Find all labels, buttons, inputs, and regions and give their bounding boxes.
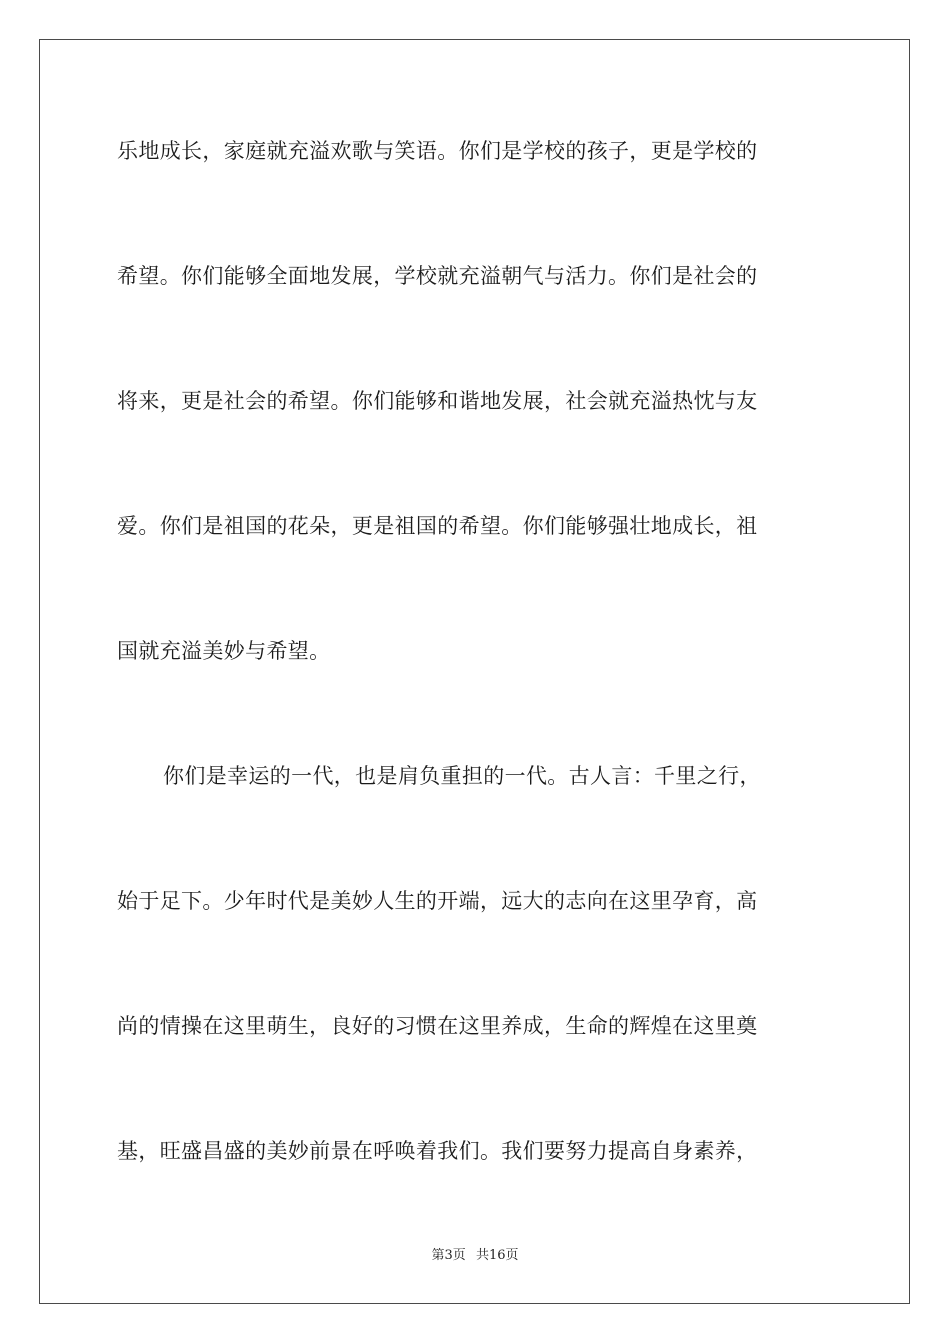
body-text-line: 希望。你们能够全面地发展，学校就充溢朝气与活力。你们是社会的	[117, 264, 758, 288]
body-text-line: 将来，更是社会的希望。你们能够和谐地发展，社会就充溢热忱与友	[117, 389, 758, 413]
page-footer	[0, 1247, 950, 1265]
page-border	[39, 39, 910, 1304]
body-text-line: 基，旺盛昌盛的美妙前景在呼唤着我们。我们要努力提高自身素养，	[117, 1139, 758, 1163]
body-text-line: 乐地成长，家庭就充溢欢歌与笑语。你们是学校的孩子，更是学校的	[117, 139, 758, 163]
paragraph-start-line: 你们是幸运的一代，也是肩负重担的一代。古人言：千里之行，	[163, 764, 761, 788]
body-text-line: 始于足下。少年时代是美妙人生的开端，远大的志向在这里孕育，高	[117, 889, 758, 913]
body-text-line: 国就充溢美妙与希望。	[117, 639, 331, 663]
body-text-line: 尚的情操在这里萌生，良好的习惯在这里养成，生命的辉煌在这里奠	[117, 1014, 758, 1038]
total-page-count: 共16页	[475, 1248, 519, 1263]
body-text-line: 爱。你们是祖国的花朵，更是祖国的希望。你们能够强壮地成长，祖	[117, 514, 758, 538]
current-page-number: 第3页	[431, 1248, 466, 1263]
